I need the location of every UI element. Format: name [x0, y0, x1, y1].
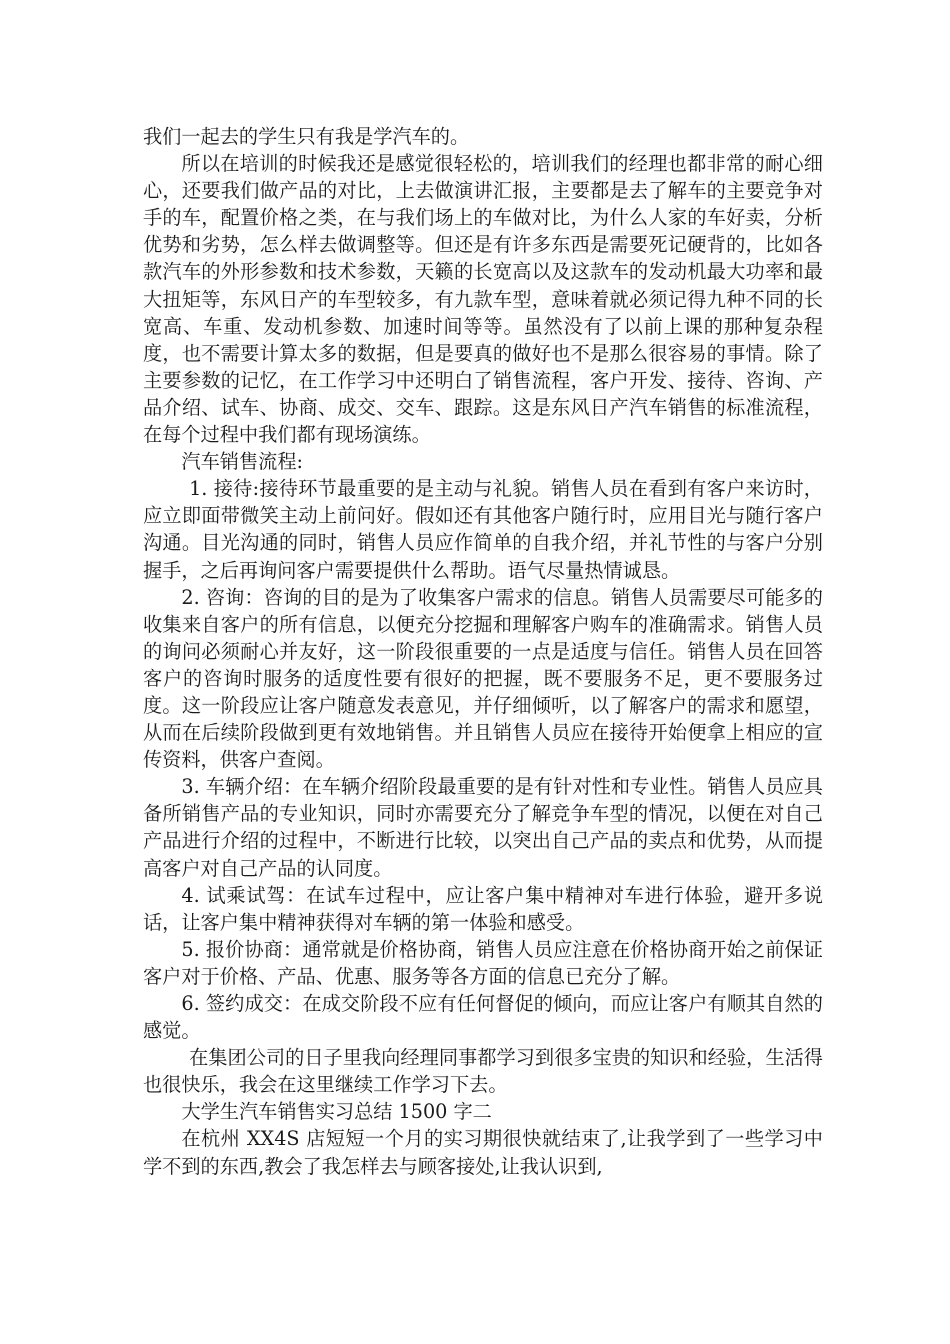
paragraph-step-4-test-drive: 4. 试乘试驾：在试车过程中，应让客户集中精神对车进行体验，避开多说话，让客户集中精神获得对车辆的第一体验和感受。: [143, 883, 823, 934]
paragraph-conclusion: 在集团公司的日子里我向经理同事都学习到很多宝贵的知识和经验，生活得也很快乐，我会在这里继续工作学习下去。: [143, 1046, 823, 1097]
section-title-summary-two: 大学生汽车销售实习总结 1500 字二: [181, 1100, 492, 1124]
paragraph-step-5-price-negotiation: 5. 报价协商：通常就是价格协商，销售人员应注意在价格协商开始之前保证客户对于价格、产品、优惠、服务等各方面的信息已充分了解。: [143, 937, 823, 988]
section-heading-sales-process: 汽车销售流程:: [181, 450, 303, 474]
paragraph-step-3-vehicle-intro: 3. 车辆介绍：在车辆介绍阶段最重要的是有针对性和专业性。销售人员应具备所销售产品的专业知识，同时亦需要充分了解竞争车型的情况，以便在对自己产品进行介绍的过程中，不断进行比较，以突出自己产品的卖点和优势，从而提高客户对自己产品的认同度。: [143, 775, 823, 880]
paragraph-1: 我们一起去的学生只有我是学汽车的。: [143, 125, 470, 148]
paragraph-step-6-signing: 6. 签约成交：在成交阶段不应有任何督促的倾向，而应让客户有顺其自然的感觉。: [143, 992, 823, 1043]
paragraph-2: 所以在培训的时候我还是感觉很轻松的，培训我们的经理也都非常的耐心细心，还要我们做产品的对比，上去做演讲汇报，主要都是去了解车的主要竞争对手的车，配置价格之类，在与我们场上的车做对比，为什么人家的车好卖，分析优势和劣势，怎么样去做调整等。但还是有许多东西是需要死记硬背的，比如各款汽车的外形参数和技术参数，天籁的长宽高以及这款车的发动机最大功率和最大扭矩等，东风日产的车型较多，有九款车型，意味着就必须记得九种不同的长宽高、车重、发动机参数、加速时间等等。虽然没有了以前上课的那种复杂程度，也不需要计算太多的数据，但是要真的做好也不是那么很容易的事情。除了主要参数的记忆，在工作学习中还明白了销售流程，客户开发、接待、咨询、产品介绍、试车、协商、成交、交车、跟踪。这是东风日产汽车销售的标准流程，在每个过程中我们都有现场演练。: [143, 152, 823, 447]
paragraph-step-1-reception: 1. 接待:接待环节最重要的是主动与礼貌。销售人员在看到有客户来访时，应立即面带微笑主动上前问好。假如还有其他客户随行时，应用目光与随行客户沟通。目光沟通的同时，销售人员应作简单的自我介绍，并礼节性的与客户分别握手，之后再询问客户需要提供什么帮助。语气尽量热情诚恳。: [143, 477, 823, 582]
paragraph-summary-two-intro: 在杭州 XX4S 店短短一个月的实习期很快就结束了,让我学到了一些学习中学不到的东西,教会了我怎样去与顾客接处,让我认识到,: [143, 1127, 823, 1178]
paragraph-step-2-consultation: 2. 咨询：咨询的目的是为了收集客户需求的信息。销售人员需要尽可能多的收集来自客户的所有信息，以便充分挖掘和理解客户购车的准确需求。销售人员的询问必须耐心并友好，这一阶段很重要的一点是适度与信任。销售人员在回答客户的咨询时服务的适度性要有很好的把握，既不要服务不足，更不要服务过度。这一阶段应让客户随意发表意见，并仔细倾听，以了解客户的需求和愿望，从而在后续阶段做到更有效地销售。并且销售人员应在接待开始便拿上相应的宣传资料，供客户查阅。: [143, 585, 823, 772]
document-body: [143, 123, 823, 1180]
